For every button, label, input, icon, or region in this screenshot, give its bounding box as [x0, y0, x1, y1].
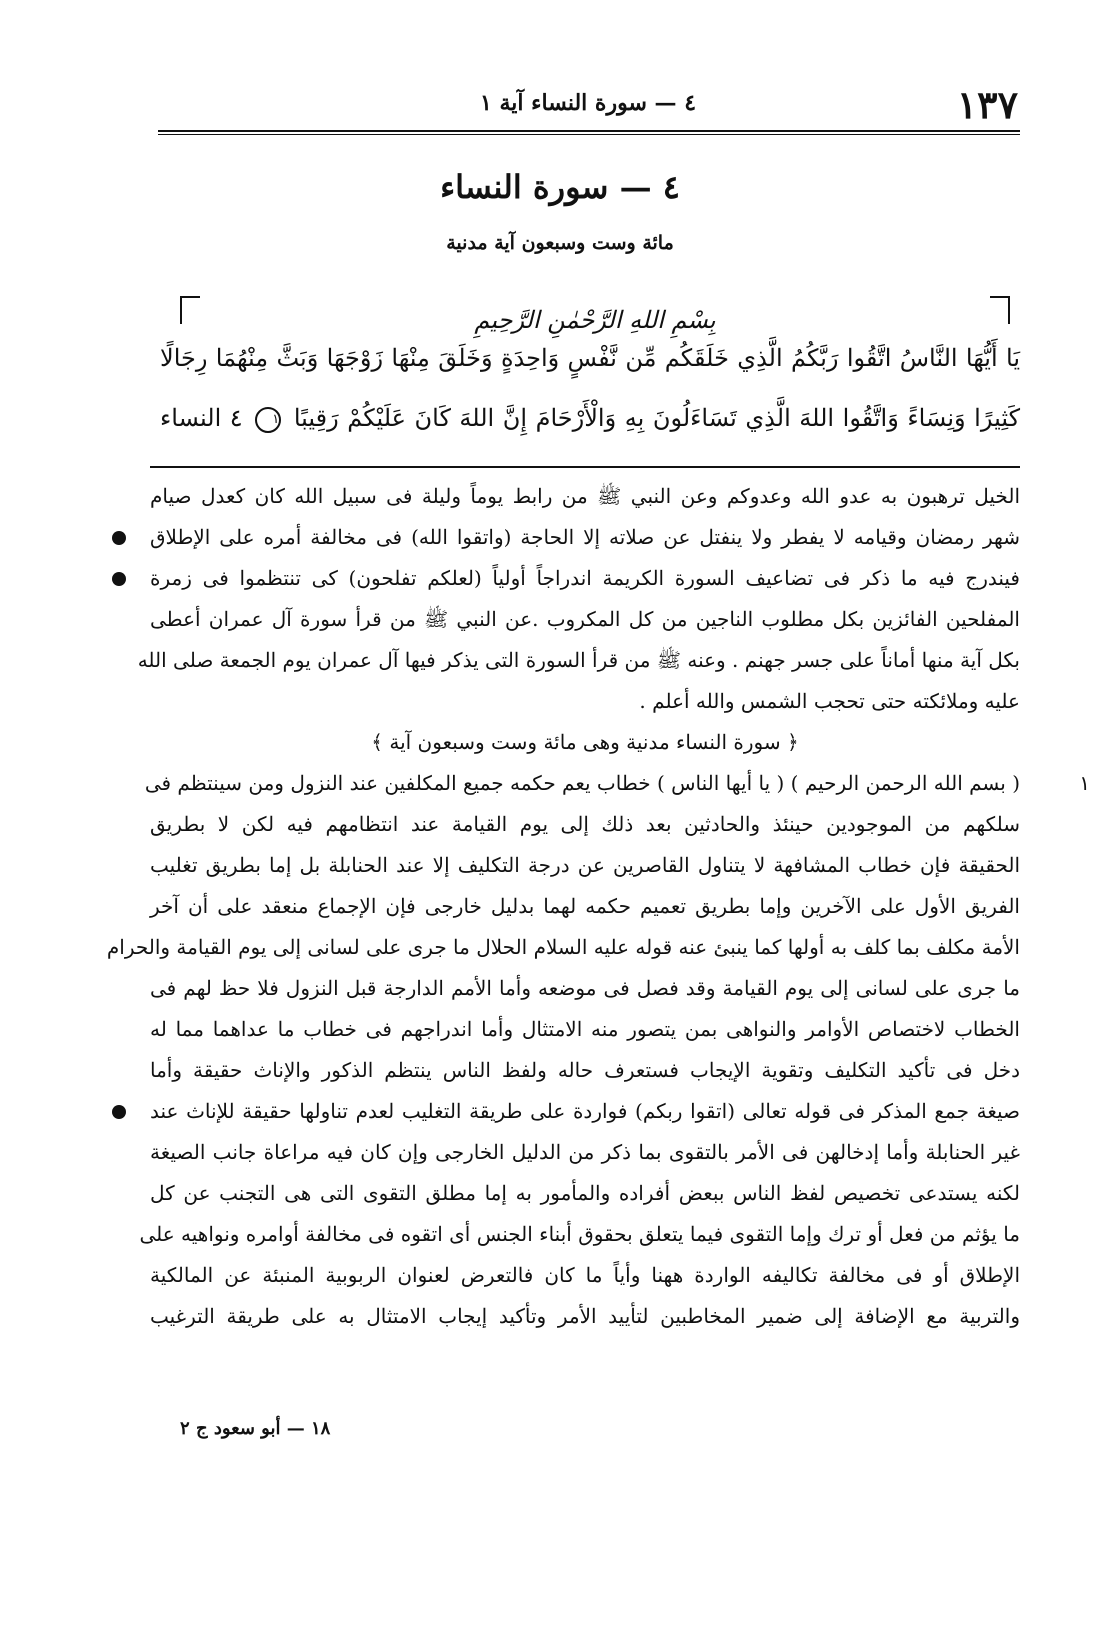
verse-reference: ٤ النساء — [160, 404, 243, 432]
header-rule-thin — [158, 134, 1020, 135]
surah-title: ٤ — سورة النساء — [440, 168, 680, 206]
commentary-line — [137, 640, 1030, 681]
commentary-line-text: الإطلاق أو فى مخالفة تكاليفه الواردة ههنا وأياً ما كان فالتعرض لعنوان الربوبية المنبئة عن المالكية — [150, 1263, 1020, 1287]
commentary-line-text: صيغة جمع المذكر فى قوله تعالى (اتقوا ربكم) فواردة على طريقة التغليب لعدم تناولها حقيقة للإناث عند — [150, 1099, 1020, 1123]
commentary-line-text: الخطاب لاختصاص الأوامر والنواهى بمن يتصور منه الامتثال وأما اندراجهم فى خطاب ما عداهما مما له — [150, 1017, 1020, 1041]
commentary-line-text: دخل فى تأكيد التكليف وتقوية الإيجاب فستعرف حاله ولفظ الناس ينتظم الذكور والإناث حقيقة وأما — [150, 1058, 1020, 1082]
commentary-line-text: والتربية مع الإضافة إلى ضمير المخاطبين لتأييد الأمر وتأكيد إيجاب الامتثال به على طريقة الترغيب — [150, 1304, 1020, 1328]
commentary-line-text: شهر رمضان وقيامه لا يفطر ولا ينفتل عن صلاته إلا الحاجة (واتقوا الله) فى مخالفة أمره على الإطلاق — [150, 525, 1020, 549]
verse-box-rule — [150, 466, 1020, 468]
header-rule — [158, 130, 1020, 132]
commentary-line-text: الفريق الأول على الآخرين وإما بطريق تعميم حكمه لهما بدليل خارجى فإن الإجماع منعقد على أن آخر — [150, 894, 1020, 918]
commentary-line — [150, 1255, 1030, 1296]
commentary-line-text: فيندرج فيه ما ذكر فى تضاعيف السورة الكريمة اندراجاً أولياً (لعلكم تفلحون) كى تنتظموا فى زمرة — [150, 566, 1020, 590]
commentary-line — [150, 681, 1030, 722]
bullet-marker — [112, 572, 126, 586]
commentary-line — [139, 1214, 1030, 1255]
commentary-line-text: لكنه يستدعى تخصيص لفظ الناس ببعض أفراده والمأمور به إما مطلق التقوى التى هى التجنب عن كل — [150, 1181, 1020, 1205]
commentary-line — [106, 927, 1030, 968]
commentary-line — [150, 1009, 1030, 1050]
commentary-line — [150, 599, 1030, 640]
commentary-line-text: ما جرى على لسانى إلى يوم القيامة وقد فصل فى موضعه وأما الأمم الدارجة قبل النزول فلا حظ لهم فى — [150, 976, 1020, 1000]
commentary-line-text: ﴿ سورة النساء مدنية وهى مائة وست وسبعون آية ﴾ — [371, 730, 799, 754]
commentary-line-text: المفلحين الفائزين بكل مطلوب الناجين من كل المكروب .عن النبي ﷺ من قرأ سورة آل عمران أعطى — [150, 607, 1020, 631]
basmala: بِسْمِ اللهِ الرَّحْمٰنِ الرَّحِيمِ — [474, 306, 716, 334]
running-header — [158, 82, 1018, 128]
commentary-line — [150, 1091, 1030, 1132]
commentary-line-text: ما يؤثم من فعل أو ترك وإما التقوى فيما يتعلق بحقوق أبناء الجنس أى اتقوه فى مخالفة أوامره ونواهيه على — [139, 1222, 1020, 1246]
commentary-line — [150, 476, 1030, 517]
commentary-line-text: سلكهم من الموجودين حينئذ والحادثين بعد ذلك إلى يوم القيامة عند انتظامهم فيه لكن لا بطريق — [150, 812, 1020, 836]
commentary-line — [150, 558, 1030, 599]
ayah-number-marker: ١ — [255, 407, 281, 433]
commentary-line — [150, 886, 1030, 927]
commentary-line-text: عليه وملائكته حتى تحجب الشمس والله أعلم . — [639, 689, 1020, 713]
surah-subtitle: مائة وست وسبعون آية مدنية — [446, 232, 674, 254]
commentary-line-text: ( بسم الله الرحمن الرحيم ) ( يا أيها الناس ) خطاب يعم حكمه جميع المكلفين عند النزول ومن سينتظم فى — [144, 771, 1020, 795]
commentary-line — [150, 1296, 1030, 1337]
commentary-line — [150, 804, 1030, 845]
bullet-marker — [112, 1105, 126, 1119]
commentary-line — [150, 722, 1030, 763]
commentary-line — [150, 968, 1030, 1009]
verse-line-2 — [160, 404, 1020, 433]
commentary-body — [106, 476, 1090, 1337]
commentary-line — [144, 763, 1090, 804]
commentary-line — [150, 517, 1030, 558]
commentary-line — [150, 1050, 1030, 1091]
verse-line-2-text: كَثِيرًا وَنِسَاءً وَاتَّقُوا اللهَ الَّذِي تَسَاءَلُونَ بِهِ وَالْأَرْحَامَ إِنَّ اللهَ كَانَ عَلَيْكُمْ رَقِيبًا — [293, 404, 1021, 432]
quran-verse-box — [160, 296, 1021, 471]
commentary-line-text: الخيل ترهبون به عدو الله وعدوكم وعن النبي ﷺ من رابط يوماً وليلة فى سبيل الله كان كعدل صيام — [150, 484, 1020, 508]
commentary-line — [150, 845, 1030, 886]
running-title: ٤ — سورة النساء آية ١ — [479, 90, 697, 116]
bullet-marker — [112, 531, 126, 545]
verse-line-1: يَا أَيُّهَا النَّاسُ اتَّقُوا رَبَّكُمُ الَّذِي خَلَقَكُم مِّن نَّفْسٍ وَاحِدَةٍ وَخَلَقَ مِنْهَا زَوْجَهَا وَبَثَّ مِنْهُمَا رِجَالًا — [160, 344, 1020, 372]
ayah-line-number: ١ — [1079, 771, 1090, 795]
commentary-line-text: الأمة مكلف بما كلف به أولها كما ينبئ عنه قوله عليه السلام الحلال ما جرى على لسانى إلى يوم القيامة والحرام — [106, 935, 1020, 959]
commentary-line — [150, 1132, 1030, 1173]
commentary-line-text: بكل آية منها أماناً على جسر جهنم . وعنه ﷺ من قرأ السورة التى يذكر فيها آل عمران يوم الجمعة صلى الله — [137, 648, 1020, 672]
commentary-line-text: الحقيقة فإن خطاب المشافهة لا يتناول القاصرين عن درجة التكليف إلا عند الحنابلة بل إما بطريق تغليب — [150, 853, 1020, 877]
page-number: ١٣٧ — [956, 82, 1018, 127]
commentary-line — [150, 1173, 1030, 1214]
footer-signature: ١٨ — أبو سعود ج ٢ — [180, 1418, 331, 1439]
commentary-line-text: غير الحنابلة وأما إدخالهن فى الأمر بالتقوى بما ذكر من الدليل الخارجى وإن كان فيه مراعاة جانب الصيغة — [150, 1140, 1020, 1164]
